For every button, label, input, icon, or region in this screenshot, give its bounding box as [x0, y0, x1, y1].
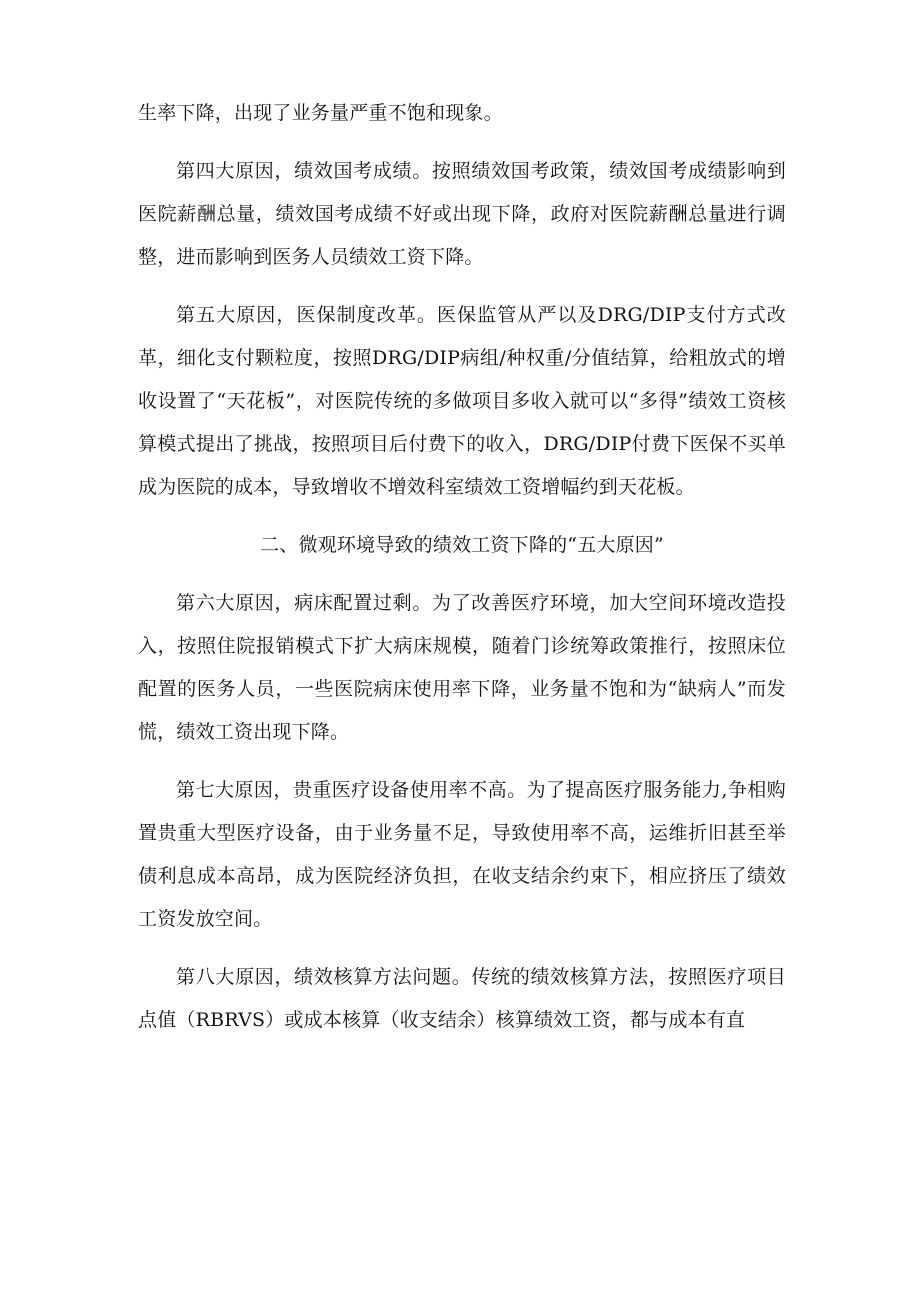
- document-page: [138, 92, 786, 1057]
- paragraph-reason-5: 第五大原因，医保制度改革。医保监管从严以及DRG/DIP支付方式改革，细化支付颗粒度，按照DRG/DIP病组/种权重/分值结算，给粗放式的增收设置了“天花板”，对医院传统的多做项目多收入就可以“多得”绩效工资核算模式提出了挑战，按照项目后付费下的收入，DRG/DIP付费下医保不买单成为医院的成本，导致增收不增效科室绩效工资增幅约到天花板。: [138, 304, 786, 498]
- paragraph-reason-4: 第四大原因，绩效国考成绩。按照绩效国考政策，绩效国考成绩影响到医院薪酬总量，绩效国考成绩不好或出现下降，政府对医院薪酬总量进行调整，进而影响到医务人员绩效工资下降。: [138, 160, 786, 268]
- paragraph-continuation: 生率下降，出现了业务量严重不饱和现象。: [138, 102, 503, 124]
- paragraph-reason-8: 第八大原因，绩效核算方法问题。传统的绩效核算方法，按照医疗项目点值（RBRVS）或成本核算（收支结余）核算绩效工资，都与成本有直: [138, 966, 786, 1031]
- paragraph-reason-6: 第六大原因，病床配置过剩。为了改善医疗环境，加大空间环境改造投入，按照住院报销模式下扩大病床规模，随着门诊统筹政策推行，按照床位配置的医务人员，一些医院病床使用率下降，业务量不饱和为“缺病人”而发慌，绩效工资出现下降。: [138, 592, 786, 743]
- paragraph-reason-7: 第七大原因，贵重医疗设备使用率不高。为了提高医疗服务能力,争相购置贵重大型医疗设备，由于业务量不足，导致使用率不高，运维折旧甚至举债利息成本高昂，成为医院经济负担，在收支结余约束下，相应挤压了绩效工资发放空间。: [138, 779, 786, 930]
- section-heading-2: 二、微观环境导致的绩效工资下降的“五大原因”: [260, 534, 664, 556]
